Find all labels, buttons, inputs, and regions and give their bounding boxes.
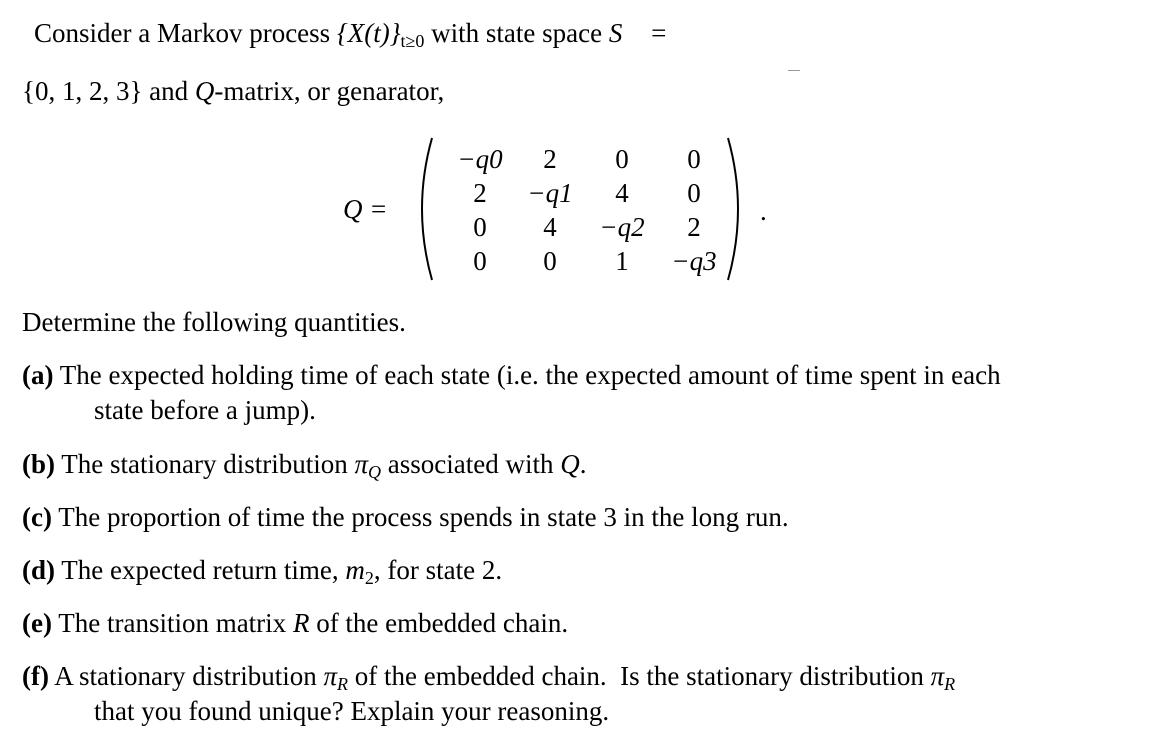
part-text: The stationary distribution: [61, 449, 355, 479]
part-text: associated with: [381, 449, 561, 479]
margin-mark: [788, 70, 800, 71]
q-matrix: [440, 142, 730, 282]
intro-line-1: [34, 20, 666, 50]
process-notation: {X(t)}: [336, 18, 401, 48]
matrix-cell: 0: [473, 212, 487, 242]
intro-line-2: [22, 78, 444, 105]
process-subscript: t≥0: [400, 31, 425, 51]
part-d: [22, 557, 502, 587]
matrix-period: .: [760, 196, 767, 226]
part-f: [22, 663, 1082, 693]
intro-text: -matrix, or genarator,: [214, 76, 445, 106]
pi-symbol: π: [354, 449, 368, 479]
matrix-cell: 0: [473, 246, 487, 276]
r-symbol: R: [292, 608, 310, 638]
part-text: The proportion of time the process spends in state 3 in the long run.: [58, 502, 789, 532]
part-label: (b): [22, 449, 55, 479]
m-symbol: m: [345, 555, 365, 585]
part-c: [22, 504, 789, 531]
matrix-cell: 4: [615, 178, 629, 208]
intro-text: Consider a Markov process: [34, 18, 337, 48]
part-label: (e): [22, 608, 52, 638]
equals-sign: =: [651, 18, 667, 48]
pi-subscript: R: [944, 674, 956, 694]
intro-text: and: [142, 76, 195, 106]
part-a-cont: state before a jump).: [94, 395, 316, 425]
matrix-cell: −q0: [457, 144, 503, 174]
matrix-cell: 2: [543, 144, 557, 174]
part-text: of the embedded chain. Is the stationary distribution: [348, 661, 931, 691]
intro-text: with state space: [424, 18, 609, 48]
part-label: (c): [22, 502, 52, 532]
part-text: A stationary distribution: [54, 661, 324, 691]
state-space-symbol: S: [608, 18, 623, 48]
part-text: The expected holding time of each state (i.e. the expected amount of time spent in each: [59, 360, 1001, 390]
matrix-cell: −q2: [599, 212, 645, 242]
part-text: The transition matrix: [58, 608, 293, 638]
matrix-cell: 0: [543, 246, 557, 276]
q-symbol: Q: [560, 449, 580, 479]
part-a: [22, 362, 1001, 389]
matrix-cell: 4: [543, 212, 557, 242]
part-text: , for state 2.: [373, 555, 503, 585]
part-label: (f): [22, 661, 49, 691]
part-f-cont: that you found unique? Explain your reasoning.: [94, 696, 610, 726]
part-label: (d): [22, 555, 55, 585]
pi-symbol: π: [930, 661, 945, 691]
matrix-cell: 2: [473, 178, 487, 208]
m-subscript: 2: [364, 568, 374, 588]
pi-subscript: R: [337, 674, 349, 694]
part-e: [22, 610, 568, 637]
matrix-cell: −q3: [671, 246, 717, 276]
part-text: The expected return time,: [61, 555, 346, 585]
part-text: .: [579, 449, 587, 479]
matrix-cell: −q1: [527, 178, 573, 208]
matrix-cell: 1: [615, 246, 629, 276]
determine-text: Determine the following quantities.: [22, 307, 406, 337]
state-space-set: {0, 1, 2, 3}: [22, 76, 143, 106]
matrix-cell: 0: [687, 178, 701, 208]
pi-subscript: Q: [368, 462, 381, 482]
part-text: of the embedded chain.: [309, 608, 569, 638]
q-symbol: Q: [194, 76, 215, 106]
matrix-lhs: Q =: [343, 194, 388, 224]
matrix-cell: 2: [687, 212, 701, 242]
pi-symbol: π: [323, 661, 338, 691]
matrix-cell: 0: [615, 144, 629, 174]
part-label: (a): [22, 360, 54, 390]
matrix-cell: 0: [687, 144, 701, 174]
part-b: [22, 451, 586, 481]
